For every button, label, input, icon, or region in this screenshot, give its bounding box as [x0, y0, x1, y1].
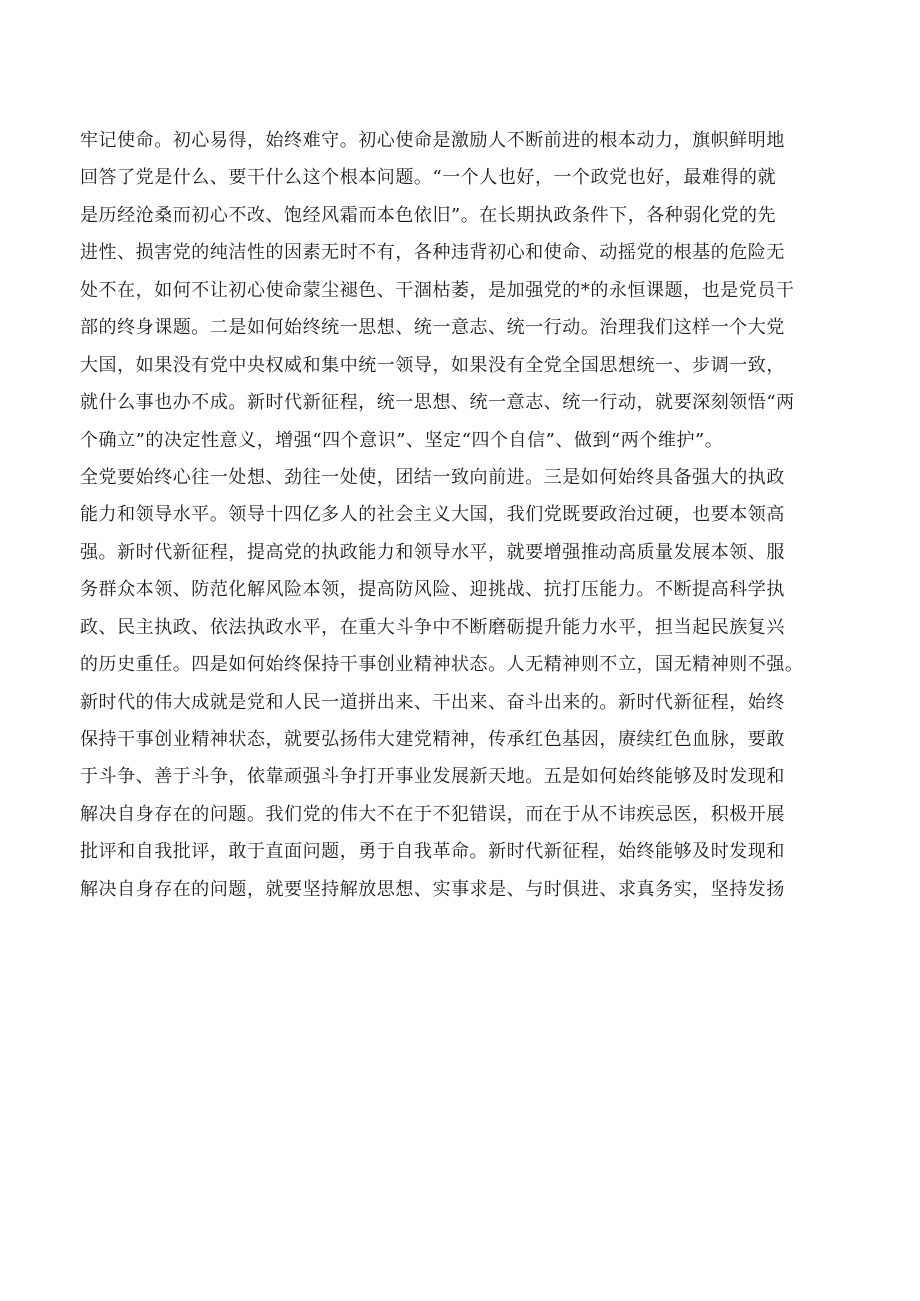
text-line: 政、民主执政、依法执政水平，在重大斗争中不断磨砺提升能力水平，担当起民族复兴: [80, 616, 785, 638]
text-line: 回答了党是什么、要干什么这个根本问题。“一个人也好，一个政党也好，最难得的就: [80, 167, 777, 189]
text-line: 全党要始终心往一处想、劲往一处使，团结一致向前进。三是如何始终具备强大的执政: [80, 466, 785, 488]
text-line: 务群众本领、防范化解风险本领，提高防风险、迎挑战、抗打压能力。不断提高科学执: [80, 579, 785, 601]
text-line: 进性、损害党的纯洁性的因素无时不有，各种违背初心和使命、动摇党的根基的危险无: [80, 242, 785, 264]
text-line: 处不在，如何不让初心使命蒙尘褪色、干涸枯萎，是加强党的*的永恒课题，也是党员干: [80, 279, 795, 301]
text-line: 大国，如果没有党中央权威和集中统一领导，如果没有全党全国思想统一、步调一致，: [80, 354, 785, 376]
text-line: 部的终身课题。二是如何始终统一思想、统一意志、统一行动。治理我们这样一个大党: [80, 317, 785, 339]
text-line: 强。新时代新征程，提高党的执政能力和领导水平，就要增强推动高质量发展本领、服: [80, 541, 785, 563]
text-line: 个确立”的决定性意义，增强“四个意识”、坚定“四个自信”、做到“两个维护”。: [80, 429, 724, 451]
text-line: 解决自身存在的问题。我们党的伟大不在于不犯错误，而在于从不讳疾忌医，积极开展: [80, 803, 785, 825]
text-line: 新时代的伟大成就是党和人民一道拼出来、干出来、奋斗出来的。新时代新征程，始终: [80, 691, 785, 713]
body-text: [80, 122, 860, 908]
text-line: 批评和自我批评，敢于直面问题，勇于自我革命。新时代新征程，始终能够及时发现和: [80, 841, 785, 863]
text-line: 于斗争、善于斗争，依靠顽强斗争打开事业发展新天地。五是如何始终能够及时发现和: [80, 766, 785, 788]
text-line: 解决自身存在的问题，就要坚持解放思想、实事求是、与时俱进、求真务实，坚持发扬: [80, 878, 785, 900]
text-line: 牢记使命。初心易得，始终难守。初心使命是激励人不断前进的根本动力，旗帜鲜明地: [80, 130, 785, 151]
text-line: 就什么事也办不成。新时代新征程，统一思想、统一意志、统一行动，就要深刻领悟“两: [80, 392, 795, 414]
text-line: 是历经沧桑而初心不改、饱经风霜而本色依旧”。在长期执政条件下，各种弱化党的先: [80, 204, 777, 226]
text-line: 能力和领导水平。领导十四亿多人的社会主义大国，我们党既要政治过硬，也要本领高: [80, 504, 785, 526]
text-line: 保持干事创业精神状态，就要弘扬伟大建党精神，传承红色基因，赓续红色血脉，要敢: [80, 729, 785, 750]
text-line: 的历史重任。四是如何始终保持干事创业精神状态。人无精神则不立，国无精神则不强。: [80, 654, 804, 676]
